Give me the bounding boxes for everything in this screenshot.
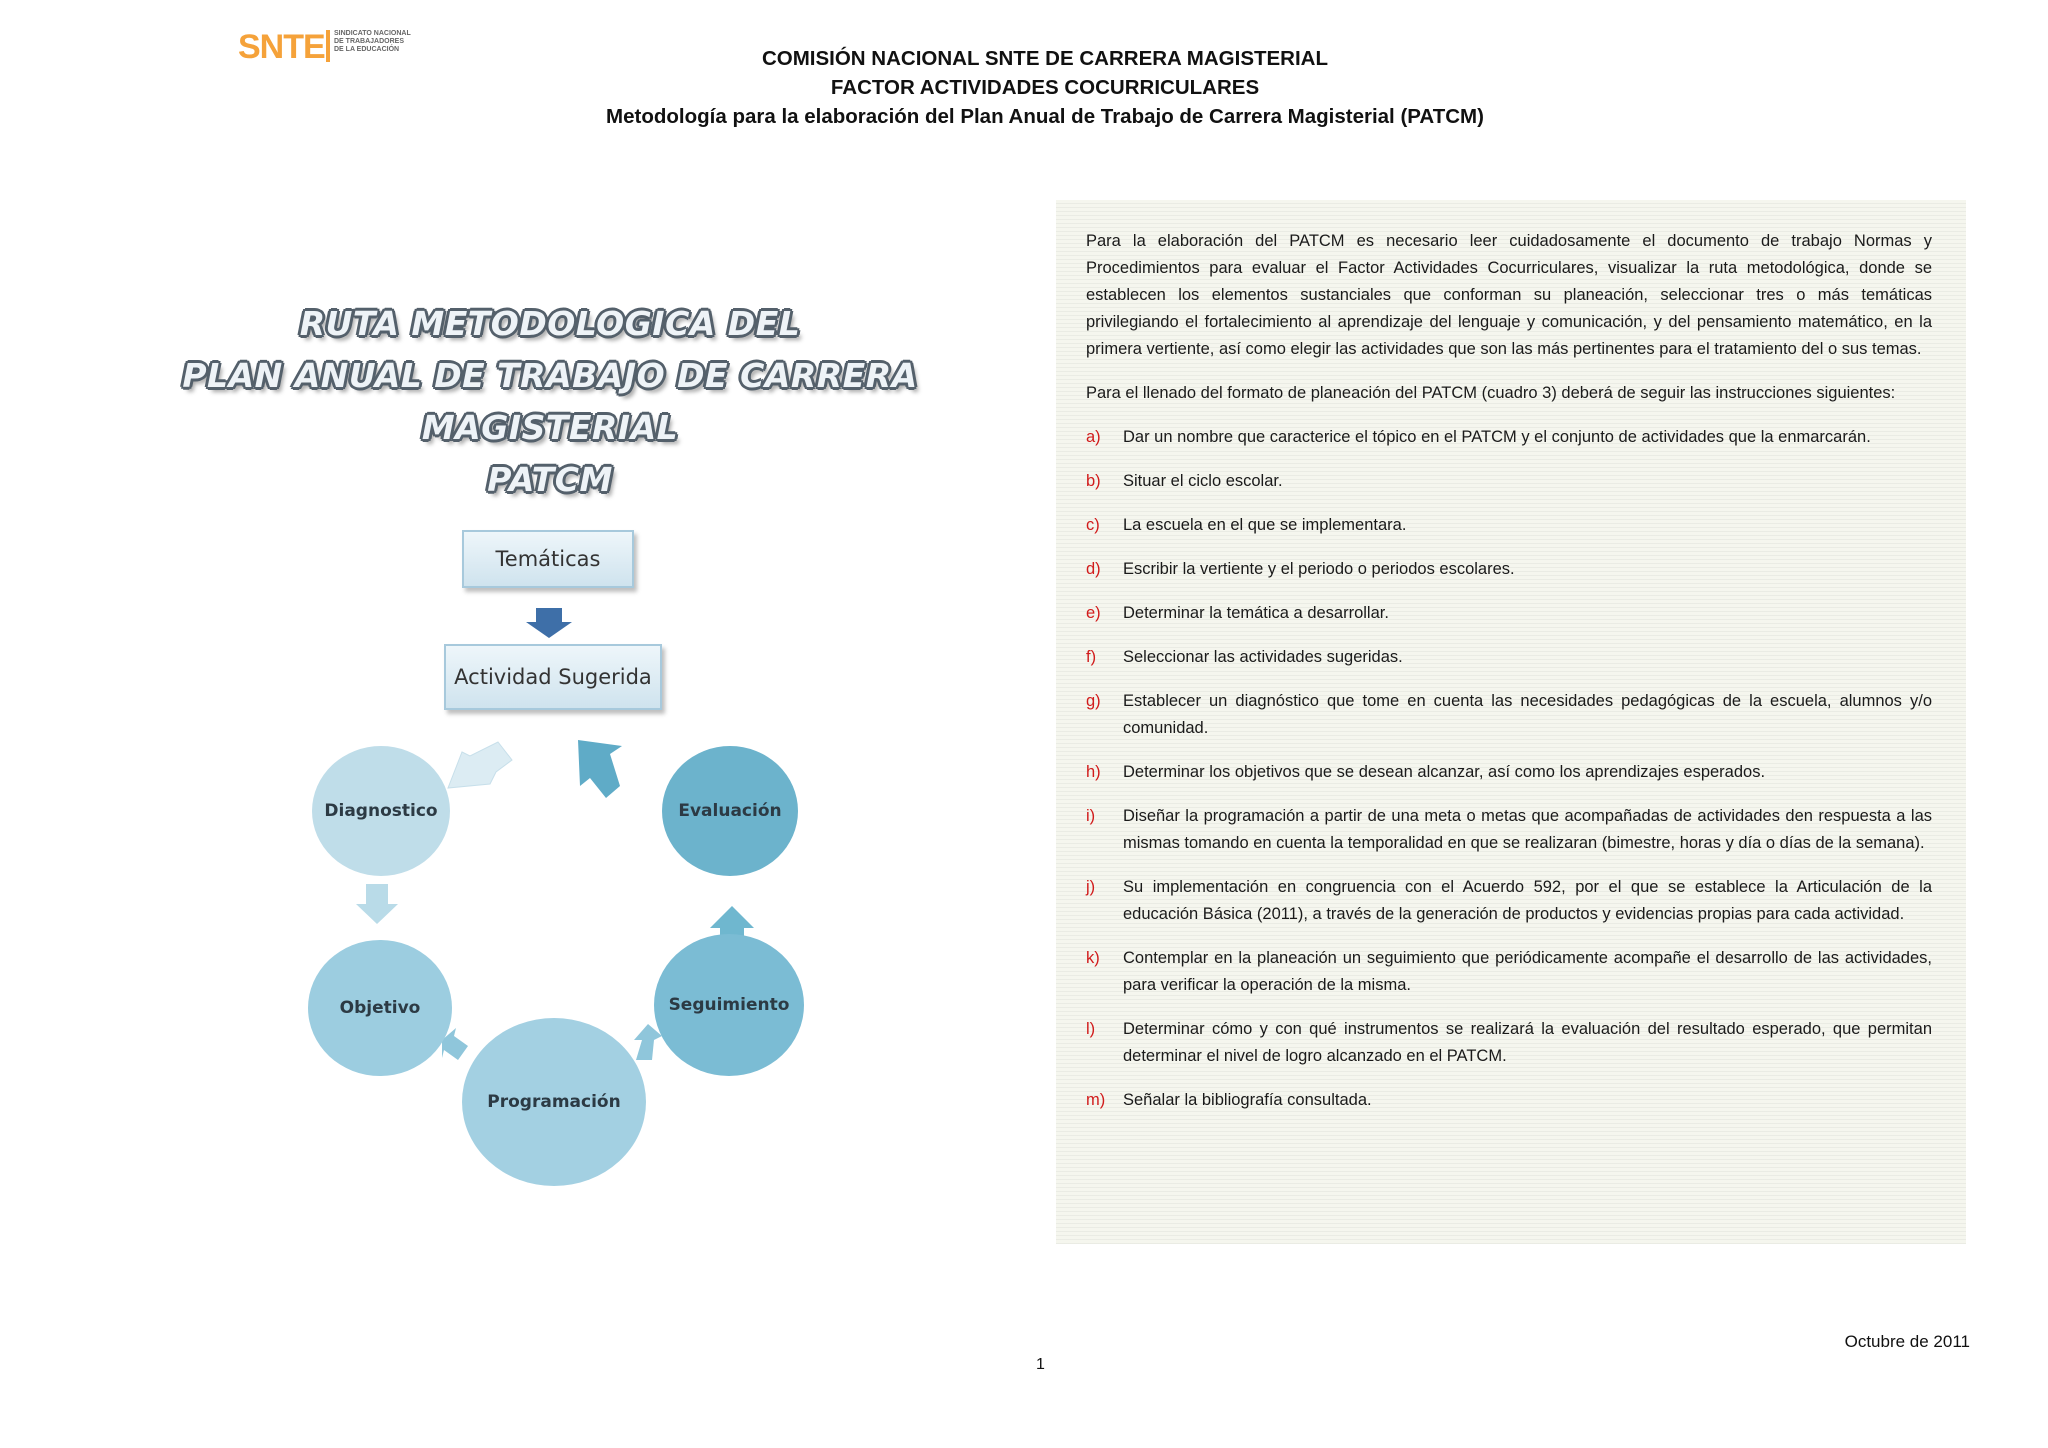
list-item-text: Determinar los objetivos que se desean alcanzar, así como los aprendizajes esperados. <box>1123 763 1766 781</box>
logo-text: SINDICATO NACIONAL DE TRABAJADORES DE LA EDUCACIÓN <box>334 30 411 53</box>
list-item <box>1086 803 1932 857</box>
list-item-letter: g) <box>1086 692 1101 710</box>
logo-mark: SNTE <box>238 28 325 66</box>
list-item-letter: j) <box>1086 878 1096 896</box>
diagram-title-line-2: PLAN ANUAL DE TRABAJO DE CARRERA MAGISTERIAL <box>182 356 918 447</box>
header-line-3: Metodología para la elaboración del Plan Anual de Trabajo de Carrera Magisterial (PATCM) <box>606 105 1484 128</box>
methodology-diagram <box>290 520 830 1200</box>
list-item <box>1086 688 1932 742</box>
list-item-letter: k) <box>1086 949 1100 967</box>
instructions-list <box>1086 424 1932 1114</box>
page-number: 1 <box>1036 1356 1045 1373</box>
list-item-text: Contemplar en la planeación un seguimiento que periódicamente acompañe el desarrollo de las actividades, para verificar la operación de la misma. <box>1123 949 1932 994</box>
list-item-letter: d) <box>1086 560 1101 578</box>
list-item <box>1086 1016 1932 1070</box>
list-item <box>1086 468 1932 495</box>
list-item <box>1086 644 1932 671</box>
list-item-text: Seleccionar las actividades sugeridas. <box>1123 648 1403 666</box>
arrow-to-actividad-icon <box>578 740 622 798</box>
circle-diagnostico: Diagnostico <box>312 746 450 876</box>
list-item <box>1086 874 1932 928</box>
list-item-letter: e) <box>1086 604 1101 622</box>
list-item-letter: h) <box>1086 763 1101 781</box>
page-header <box>0 44 2048 131</box>
circle-objetivo: Objetivo <box>308 940 452 1076</box>
box-actividad-sugerida: Actividad Sugerida <box>444 644 662 710</box>
list-item-letter: i) <box>1086 807 1096 825</box>
list-item-text: Escribir la vertiente y el periodo o periodos escolares. <box>1123 560 1515 578</box>
arrow-down-icon <box>526 608 572 638</box>
circle-evaluacion: Evaluación <box>662 746 798 876</box>
list-item-text: Señalar la bibliografía consultada. <box>1123 1091 1372 1109</box>
list-item <box>1086 556 1932 583</box>
list-item-letter: c) <box>1086 516 1100 534</box>
list-item <box>1086 759 1932 786</box>
diagram-title-line-1: RUTA METODOLOGICA DEL <box>299 304 801 343</box>
diagram-title <box>100 298 1000 506</box>
list-item-letter: b) <box>1086 472 1101 490</box>
list-item-letter: m) <box>1086 1091 1106 1109</box>
document-date: Octubre de 2011 <box>1844 1332 1970 1351</box>
header-line-2: FACTOR ACTIVIDADES COCURRICULARES <box>830 76 1260 99</box>
list-item <box>1086 600 1932 627</box>
list-item-text: Dar un nombre que caracterice el tópico en el PATCM y el conjunto de actividades que la enmarcarán. <box>1123 428 1871 446</box>
box-tematicas: Temáticas <box>462 530 634 588</box>
list-item-text: Determinar cómo y con qué instrumentos se realizará la evaluación del resultado esperado, que permitan determinar el nivel de logro alcanzado en el PATCM. <box>1123 1020 1932 1065</box>
list-item <box>1086 512 1932 539</box>
list-item-letter: f) <box>1086 648 1097 666</box>
intro-paragraph: Para la elaboración del PATCM es necesario leer cuidadosamente el documento de trabajo Normas y Procedimientos para evaluar el Factor Actividades Cocurriculares, visualizar la ruta metodológica, donde se establecen los elementos sustanciales que conforman su planeación, seleccionar tres o más temáticas privilegiando el fortalecimiento al aprendizaje del lenguaje y comunicación, y del pensamiento matemático, en la primera vertiente, así como elegir las actividades que son las más pertinentes para el tratamiento del o sus temas. <box>1086 232 1932 358</box>
instructions-panel <box>1056 200 1966 1244</box>
list-item-text: Diseñar la programación a partir de una meta o metas que acompañadas de actividades den respuesta a las mismas tomando en cuenta la temporalidad en que se realizaran (bimestre, horas y día o días de la semana). <box>1123 807 1932 852</box>
list-item <box>1086 945 1932 999</box>
list-item-text: Su implementación en congruencia con el Acuerdo 592, por el que se establece la Articulación de la educación Básica (2011), a través de la generación de productos y evidencias propias para cada actividad. <box>1123 878 1932 923</box>
list-item-text: Determinar la temática a desarrollar. <box>1123 604 1389 622</box>
list-item <box>1086 1087 1932 1114</box>
instructions-paragraph: Para el llenado del formato de planeación del PATCM (cuadro 3) deberá de seguir las instrucciones siguientes: <box>1086 384 1896 402</box>
list-item-text: Situar el ciclo escolar. <box>1123 472 1283 490</box>
circle-seguimiento: Seguimiento <box>654 934 804 1076</box>
list-item-text: La escuela en el que se implementara. <box>1123 516 1407 534</box>
circle-programacion: Programación <box>462 1018 646 1186</box>
arrow-to-objetivo-icon <box>356 884 398 924</box>
diagram-title-line-3: PATCM <box>487 460 613 499</box>
list-item-text: Establecer un diagnóstico que tome en cuenta las necesidades pedagógicas de la escuela, alumnos y/o comunidad. <box>1123 692 1932 737</box>
header-line-1: COMISIÓN NACIONAL SNTE DE CARRERA MAGISTERIAL <box>761 47 1329 70</box>
list-item <box>1086 424 1932 451</box>
instructions-content <box>1086 228 1932 1131</box>
list-item-letter: l) <box>1086 1020 1096 1038</box>
arrow-to-diagnostico-icon <box>448 742 512 788</box>
list-item-letter: a) <box>1086 428 1101 446</box>
